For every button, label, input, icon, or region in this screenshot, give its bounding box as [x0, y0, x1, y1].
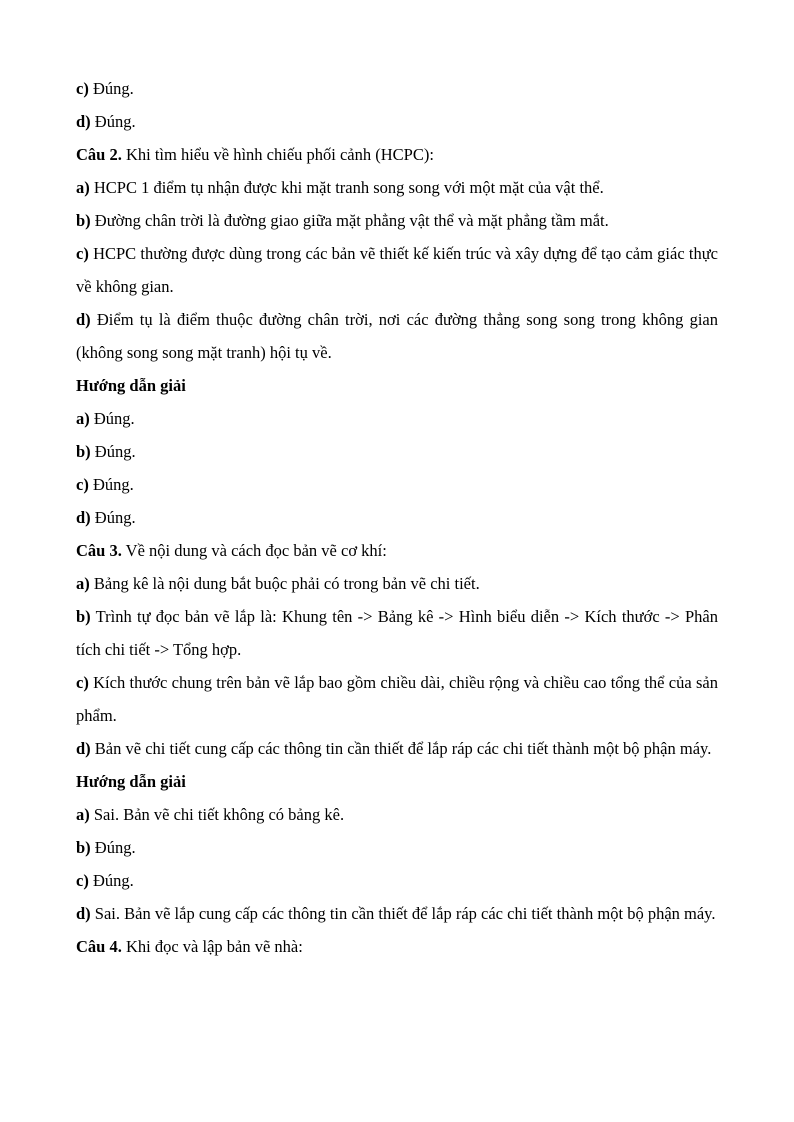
- paragraph-prefix: c): [76, 871, 89, 890]
- paragraph-prefix: b): [76, 838, 91, 857]
- paragraph-prefix: b): [76, 442, 91, 461]
- paragraph-text: Đúng.: [90, 112, 136, 131]
- paragraph-text: Đúng.: [88, 871, 134, 890]
- paragraph-text: Bản vẽ chi tiết cung cấp các thông tin cần thiết để lắp ráp các chi tiết thành một bộ phận máy.: [90, 739, 712, 758]
- paragraph: [76, 567, 718, 600]
- paragraph: [76, 204, 718, 237]
- paragraph-prefix: c): [76, 244, 89, 263]
- paragraph: [76, 831, 718, 864]
- paragraph-prefix: Câu 3.: [76, 541, 122, 560]
- paragraph-prefix: b): [76, 607, 91, 626]
- paragraph: [76, 435, 718, 468]
- paragraph: [76, 138, 718, 171]
- paragraph-text: Đúng.: [90, 442, 136, 461]
- paragraph-text: Đúng.: [88, 475, 134, 494]
- paragraph-prefix: Hướng dẫn giải: [76, 376, 186, 395]
- paragraph-text: Kích thước chung trên bản vẽ lắp bao gồm chiều dài, chiều rộng và chiều cao tổng thể của sản phẩm.: [76, 673, 718, 725]
- paragraph: [76, 303, 718, 369]
- paragraph-prefix: c): [76, 673, 89, 692]
- paragraph-prefix: a): [76, 178, 90, 197]
- document-body: [76, 72, 718, 963]
- paragraph: [76, 798, 718, 831]
- paragraph-text: Sai. Bản vẽ chi tiết không có bảng kê.: [89, 805, 345, 824]
- paragraph: [76, 930, 718, 963]
- paragraph-prefix: d): [76, 508, 91, 527]
- paragraph: [76, 72, 718, 105]
- paragraph-prefix: Câu 4.: [76, 937, 122, 956]
- paragraph-text: Khi tìm hiểu về hình chiếu phối cảnh (HCPC):: [121, 145, 434, 164]
- paragraph: [76, 666, 718, 732]
- paragraph-text: Đường chân trời là đường giao giữa mặt phẳng vật thể và mặt phẳng tầm mắt.: [90, 211, 609, 230]
- paragraph: [76, 864, 718, 897]
- paragraph-text: HCPC thường được dùng trong các bản vẽ thiết kế kiến trúc và xây dựng để tạo cảm giác thực về không gian.: [76, 244, 718, 296]
- paragraph: [76, 237, 718, 303]
- paragraph-text: Khi đọc và lập bản vẽ nhà:: [121, 937, 303, 956]
- paragraph-prefix: c): [76, 475, 89, 494]
- paragraph: [76, 468, 718, 501]
- paragraph-prefix: b): [76, 211, 91, 230]
- paragraph-text: Bảng kê là nội dung bắt buộc phải có trong bản vẽ chi tiết.: [89, 574, 480, 593]
- paragraph-text: Sai. Bản vẽ lắp cung cấp các thông tin cần thiết để lắp ráp các chi tiết thành một bộ phận máy.: [90, 904, 716, 923]
- paragraph: [76, 171, 718, 204]
- paragraph-prefix: d): [76, 904, 91, 923]
- paragraph-prefix: c): [76, 79, 89, 98]
- section-heading: [76, 765, 718, 798]
- paragraph-text: Đúng.: [88, 79, 134, 98]
- paragraph-text: Đúng.: [89, 409, 135, 428]
- paragraph-text: Đúng.: [90, 508, 136, 527]
- paragraph-prefix: d): [76, 739, 91, 758]
- paragraph-prefix: a): [76, 574, 90, 593]
- section-heading: [76, 369, 718, 402]
- paragraph-prefix: d): [76, 310, 91, 329]
- paragraph-text: Trình tự đọc bản vẽ lắp là: Khung tên -> Bảng kê -> Hình biểu diễn -> Kích thước -> Phân tích chi tiết -> Tổng hợp.: [76, 607, 718, 659]
- paragraph: [76, 600, 718, 666]
- paragraph-prefix: Hướng dẫn giải: [76, 772, 186, 791]
- paragraph-prefix: Câu 2.: [76, 145, 122, 164]
- paragraph: [76, 501, 718, 534]
- paragraph-prefix: a): [76, 409, 90, 428]
- paragraph: [76, 105, 718, 138]
- paragraph-text: Điểm tụ là điểm thuộc đường chân trời, nơi các đường thẳng song song trong không gian (không song song mặt tranh) hội tụ về.: [76, 310, 718, 362]
- paragraph: [76, 732, 718, 765]
- paragraph: [76, 534, 718, 567]
- paragraph-text: Về nội dung và cách đọc bản vẽ cơ khí:: [121, 541, 387, 560]
- paragraph-prefix: a): [76, 805, 90, 824]
- paragraph-text: HCPC 1 điểm tụ nhận được khi mặt tranh song song với một mặt của vật thể.: [89, 178, 604, 197]
- paragraph: [76, 402, 718, 435]
- paragraph: [76, 897, 718, 930]
- paragraph-prefix: d): [76, 112, 91, 131]
- paragraph-text: Đúng.: [90, 838, 136, 857]
